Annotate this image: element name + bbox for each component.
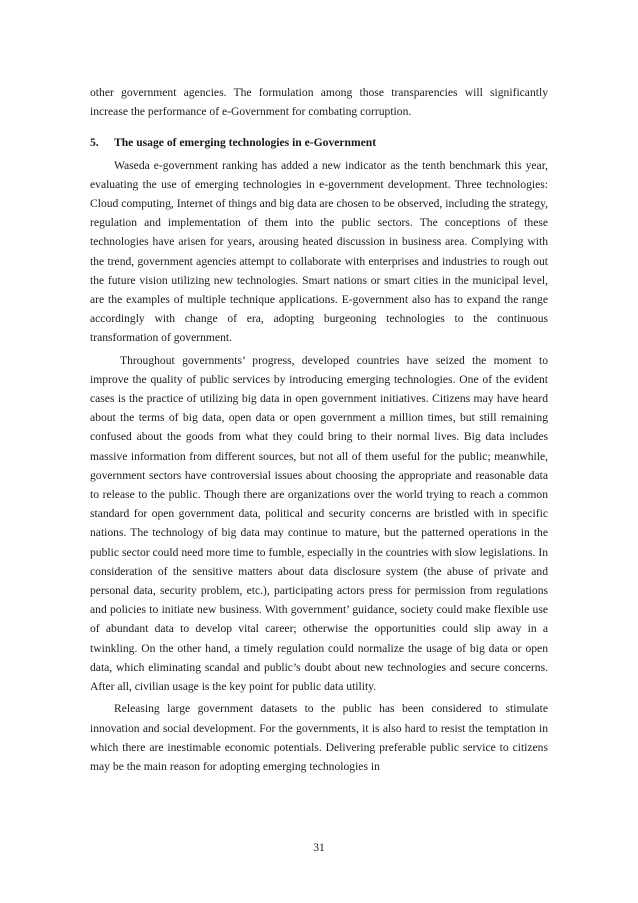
body-paragraph-3: Releasing large government datasets to the public has been considered to stimulate innovation and social development. For the governments, it is also hard to resist the temptation in which there are inestimable economic potentials. Delivering preferable public service to citizens may be the main reason for adopting emerging technologies in xyxy=(90,702,548,773)
page-body xyxy=(90,83,548,776)
body-paragraph-2: Throughout governments’ progress, developed countries have seized the moment to improve the quality of public services by introducing emerging technologies. One of the evident cases is the practice of utilizing big data in open government initiatives. Citizens may have heard about the terms of big data, open data or open government a million times, but still remaining confused about the goods from what they could bring to their normal lives. Big data includes massive information from different sources, but not all of them useful for the public; meanwhile, government sectors have controversial issues about choosing the appropriate and reasonable data to release to the public. Though there are organizations over the world trying to reach a common standard for open government data, political and security concerns are bristled with in specific nations. The technology of big data may continue to mature, but the patterned operations in the public sector could need more time to fumble, especially in the countries with slow legislations. In consideration of the sensitive matters about data disclosure system (the abuse of private and personal data, security problem, etc.), participating actors press for permission from regulations and policies to initiate new business. With government’ guidance, society could make flexible use of abundant data to develop vital career; otherwise the opportunities could slip away in a twinkling. On the other hand, a timely regulation could normalize the usage of big data or open data, which eliminating scandal and public’s doubt about new technologies and secure concerns. After all, civilian usage is the key point for public data utility. xyxy=(90,353,548,694)
page-number: 31 xyxy=(313,841,325,854)
section-heading xyxy=(90,133,548,152)
section-number: 5. xyxy=(90,136,99,150)
section-title: The usage of emerging technologies in e-Government xyxy=(114,136,377,150)
continuation-paragraph: other government agencies. The formulation among those transparencies will significantly increase the performance of e-Government for combating corruption. xyxy=(90,86,548,119)
body-paragraph-1: Waseda e-government ranking has added a new indicator as the tenth benchmark this year, evaluating the use of emerging technologies in e-government development. Three technologies: Cloud computing, Internet of things and big data are chosen to be observed, including the strategy, regulation and implementation of them into the public sectors. The conceptions of these technologies have arisen for years, arousing heated discussion in business area. Complying with the trend, government agencies attempt to collaborate with enterprises and industries to rough out the future vision utilizing new technologies. Smart nations or smart cities in the municipal level, are the examples of multiple technique applications. E-government also has to expand the range accordingly with change of era, adopting burgeoning technologies to the continuous transformation of government. xyxy=(90,158,548,345)
